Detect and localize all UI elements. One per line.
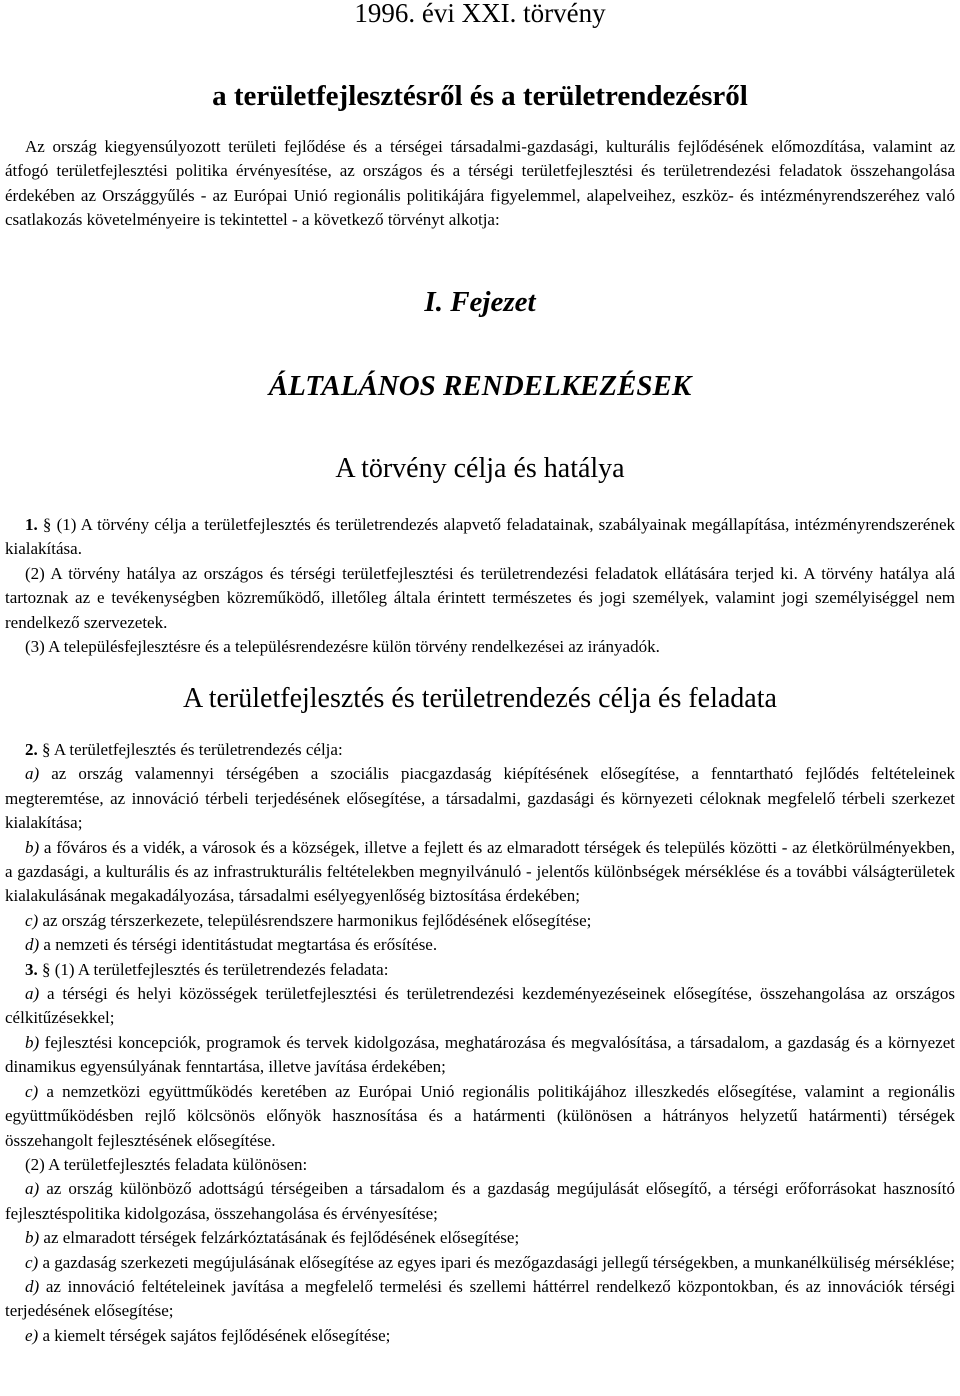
section-number: 1. — [25, 515, 38, 534]
item-letter: c) — [25, 1252, 39, 1272]
section-2-item — [5, 762, 955, 835]
item-letter: a) — [25, 1179, 40, 1199]
section-heading-goals: A területfejlesztés és területrendezés célja és feladata — [183, 683, 777, 714]
section-text: (1) A törvény célja a területfejlesztés és területrendezés alapvető feladatainak, szabályainak megállapítása, intézményrendszerének kialakítása. — [5, 515, 955, 559]
section-3-item — [5, 982, 955, 1031]
item-text: a nemzeti és térségi identitástudat megtartása és erősítése. — [43, 935, 438, 955]
item-letter: a) — [25, 984, 40, 1004]
section-sign: § — [42, 959, 51, 979]
section-number: 2. — [25, 740, 38, 759]
item-letter: b) — [25, 837, 40, 857]
section-text: (1) A területfejlesztés és területrendezés feladata: — [54, 959, 389, 979]
act-title: 1996. évi XXI. törvény — [354, 0, 606, 28]
item-letter: d) — [25, 935, 40, 955]
item-text: az ország térszerkezete, településrendszere harmonikus fejlődésének elősegítése; — [42, 910, 592, 930]
section-2-intro — [5, 738, 955, 762]
section-heading-purpose: A törvény célja és hatálya — [335, 453, 625, 484]
section-3-item — [5, 1031, 955, 1080]
preamble: Az ország kiegyensúlyozott területi fejlődése és a térségei társadalmi-gazdasági, kulturális fejlődésének előmozdítása, valamint az átfogó területfejlesztési politika érvényesítése, az országos és a térségi területfejlesztési és területrendezési feladatok összehangolása érdekében az Országgyűlés - az Európai Unió regionális politikájára figyelemmel, alapelveihez, eszköz- és intézményrendszeréhez való csatlakozás követelményeire is tekintettel - a következő törvényt alkotja: — [5, 137, 955, 230]
chapter-title: ÁLTALÁNOS RENDELKEZÉSEK — [268, 370, 692, 402]
item-letter: c) — [25, 1081, 39, 1101]
section-3-intro — [5, 958, 955, 982]
item-text: a főváros és a vidék, a városok és a községek, illetve a fejlett és az elmaradott térségek és település közötti - az életkörülményekben, a gazdasági, a kulturális és az infrastrukturális feltételekben megnyilvánuló - jelentős különbségek mérséklése és a további válságterületek kialakulásának megakadályozása, társadalmi esélyegyenlőség biztosítása érdekében; — [5, 837, 955, 906]
sections-2-3 — [5, 738, 955, 1348]
item-letter: c) — [25, 910, 39, 930]
section-number: 3. — [25, 959, 38, 979]
item-text: az innováció feltételeinek javítása a megfelelő termelési és szellemi háttérrel rendelkező központokban, és az innovációk térségi terjedésének elősegítése; — [5, 1276, 956, 1321]
section-sign: § — [42, 740, 51, 759]
section-3-paragraph-2-intro: (2) A területfejlesztés feladata különösen: — [25, 1154, 308, 1174]
item-text: az elmaradott térségek felzárkóztatásának és fejlődésének elősegítése; — [43, 1228, 520, 1248]
act-subject: a területfejlesztésről és a területrendezésről — [212, 80, 748, 112]
section-2-item — [5, 909, 955, 933]
section-1-paragraph-1 — [5, 513, 955, 562]
item-letter: d) — [25, 1276, 40, 1296]
section-3-paragraph-2-item — [5, 1275, 955, 1324]
chapter-number: I. Fejezet — [424, 286, 536, 318]
section-3-paragraph-2-item — [5, 1177, 955, 1226]
section-text: A területfejlesztés és területrendezés célja: — [53, 740, 343, 759]
section-sign: § — [42, 515, 52, 534]
item-letter: a) — [25, 764, 40, 784]
section-1-paragraph-2: (2) A törvény hatálya az országos és térségi területfejlesztési és területrendezési feladatok ellátására terjed ki. A törvény hatálya alá tartoznak az e tevékenységben közreműködő, illetőleg általa érintett természetes és jogi személyek, valamint jogi személyiséggel nem rendelkező szervezetek. — [5, 563, 955, 632]
section-3-paragraph-2-item — [5, 1251, 955, 1275]
section-3-paragraph-2-item — [5, 1324, 955, 1348]
item-text: fejlesztési koncepciók, programok és tervek kidolgozása, meghatározása és megvalósítása, a társadalom, a gazdaság és a környezet dinamikus egyensúlyának fenntartása, illetve javítása érdekében; — [5, 1032, 955, 1077]
section-1-paragraph-3: (3) A településfejlesztésre és a településrendezésre külön törvény rendelkezései az irányadók. — [25, 637, 660, 657]
section-3-paragraph-2-item — [5, 1226, 955, 1250]
item-text: az ország valamennyi térségében a szociális piacgazdaság kiépítésének elősegítése, a fenntartható fejlődés feltételeinek megteremtése, az innováció térbeli terjedésének elősegítése, a társadalmi, gazdasági és környezeti céloknak megfelelő térbeli szerkezet kialakítása; — [5, 764, 955, 833]
section-1 — [5, 513, 955, 659]
item-letter: b) — [25, 1032, 40, 1052]
item-text: az ország különböző adottságú térségeiben a társadalom és a gazdaság megújulását elősegítő, a térségi erőforrásokat hasznosító fejlesztéspolitika kidolgozása, összehangolása és érvényesítése; — [5, 1179, 956, 1223]
item-letter: e) — [25, 1325, 39, 1345]
item-text: a gazdaság szerkezeti megújulásának elősegítése az egyes ipari és mezőgazdasági jellegű térségekben, a munkanélküliség mérséklése; — [42, 1252, 955, 1272]
item-letter: b) — [25, 1228, 40, 1248]
item-text: a térségi és helyi közösségek területfejlesztési és területrendezési kezdeményezéseinek elősegítése, összehangolása az országos célkitűzésekkel; — [5, 984, 956, 1028]
section-2-item — [5, 836, 955, 909]
section-3-item — [5, 1080, 955, 1153]
item-text: a kiemelt térségek sajátos fejlődésének elősegítése; — [42, 1325, 391, 1345]
section-2-item — [5, 933, 955, 957]
item-text: a nemzetközi együttműködés keretében az Európai Unió regionális politikájához illeszkedés elősegítése, valamint a regionális együttműködésben rejlő kölcsönös előnyök hasznosítása és a határmenti (különösen a hátrányos helyzetű határmenti) térségek összehangolt fejlesztésének elősegítése. — [5, 1081, 956, 1150]
